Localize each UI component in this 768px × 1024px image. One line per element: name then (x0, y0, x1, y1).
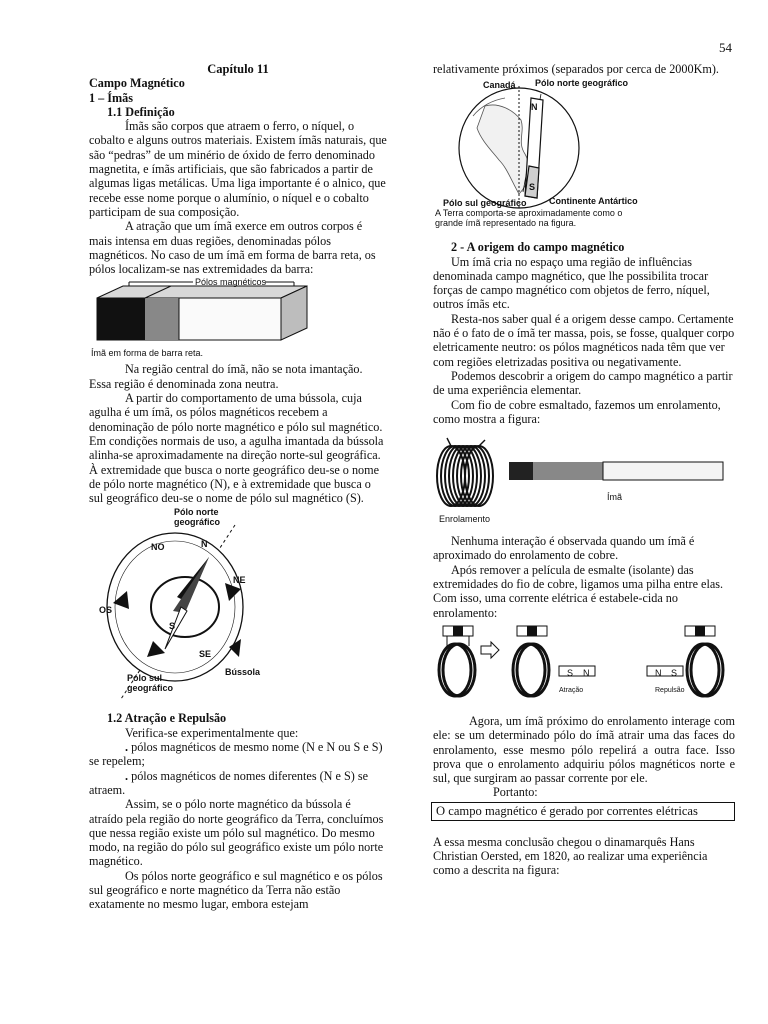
experiment-figure (433, 622, 735, 714)
magnet-n-label: N (531, 102, 538, 113)
bullet-item: . pólos magnéticos de nomes diferentes (N e S) se atraem. (89, 768, 369, 797)
compass-mark-ne: NE (233, 575, 246, 586)
paragraph: Portanto: (493, 785, 538, 800)
paragraph: Após remover a película de esmalte (isolante) das extremidades do fio de cobre, ligamos uma pilha entre elas. Com isso, uma corrente elétrica é estabele-cida no enrolamento: (433, 562, 724, 620)
coil-label: Enrolamento (439, 514, 491, 525)
paragraph: Um ímã cria no espaço uma região de influências denominada campo magnético, que lhe possibilita trocar forças de campo magnético com objetos de ferro, níquel, outros ímãs etc. (433, 254, 710, 312)
paragraph: A essa mesma conclusão chegou o dinamarquês Hans Christian Oersted, em 1820, ao realizar uma experiência como a descrita na figura: (433, 834, 708, 878)
exp-n-label-1: N (583, 667, 590, 678)
compass-mark-no: NO (151, 542, 165, 553)
section-title: Campo Magnético (89, 76, 185, 91)
north-geo-label: Pólo norte geográfico (174, 507, 221, 528)
north-geo-label: Pólo norte geográfico (535, 78, 629, 89)
experiment-drawing (433, 622, 735, 702)
bullet-item: . pólos magnéticos de mesmo nome (N e N ou S e S) se repelem; (89, 740, 383, 769)
page-number: 54 (719, 40, 732, 55)
coil-figure (433, 434, 735, 534)
earth-caption: A Terra comporta-se aproximadamente como o grande ímã representado na figura. (435, 208, 623, 229)
paragraph: Resta-nos saber qual é a origem desse campo. Certamente não é o fato de o ímã ter massa, pois, se fosse, qualquer corpo eletricamente neutro: os pólos magnéticos nada têm que ver com regiões eletrizadas positiva ou negativamente. (433, 311, 735, 369)
exp-s-label-1: S (567, 667, 574, 678)
conclusion-box: O campo magnético é gerado por correntes elétricas (431, 802, 735, 821)
paragraph: Na região central do ímã, não se nota imantação. Essa região é denominada zona neutra. (89, 362, 363, 391)
right-column (433, 62, 735, 878)
paragraph: A atração que um ímã exerce em outros corpos é mais intensa em duas regiões, denominadas pólos magnéticos. No caso de um ímã em forma de barra reta, os pólos localizam-se nas extremidades da barra: (89, 219, 376, 277)
exp-n-label-2: N (655, 667, 662, 678)
heading-definicao: 1.1 Definição (107, 104, 175, 119)
coil-drawing (433, 434, 735, 524)
magnet-label: Ímã (607, 492, 623, 503)
paragraph: Ímãs são corpos que atraem o ferro, o níquel, o cobalto e alguns outros materiais. Existem ímãs naturais, que são “pedras” de um minério de óxido de ferro denominado magnetita, e ímãs artificiais, que são fabricados a partir de algumas ligas metálicas. Uma liga importante é o alnico, que recebe esse nome porque o alumínio, o níquel e o cobalto participam de sua composição. (89, 119, 387, 219)
earth-figure (433, 76, 735, 236)
paragraph: Os pólos norte geográfico e sul magnético e os pólos sul geográfico e norte magnético da Terra não estão exatamente no mesmo lugar, embora estejam (89, 868, 383, 912)
magnet-s-label: S (529, 182, 536, 193)
compass-mark-s: S (169, 621, 176, 632)
heading-atracao: 1.2 Atração e Repulsão (107, 711, 227, 726)
heading-origem: 2 - A origem do campo magnético (451, 240, 625, 255)
left-column (89, 62, 387, 912)
compass-mark-os: OS (99, 605, 113, 616)
heading-imas: 1 – Ímãs (89, 90, 134, 105)
compass-mark-se: SE (199, 649, 212, 660)
compass-mark-n: N (201, 539, 208, 550)
paragraph: relativamente próximos (separados por cerca de 2000Km). (433, 62, 719, 76)
attraction-label: Atração (559, 686, 584, 694)
chapter-title: Capítulo 11 (207, 62, 269, 76)
paragraph: Assim, se o pólo norte magnético da bússola é atraído pela região do norte geográfico da Terra, concluímos que nessa região existe um pólo sul magnético. Do mesmo modo, na região do pólo sul geográfico existe um pólo norte magnético. (89, 797, 384, 869)
paragraph: Verifica-se experimentalmente que: (125, 725, 299, 740)
antarctic-label: Continente Antártico (549, 196, 638, 207)
paragraph: Com fio de cobre esmaltado, fazemos um enrolamento, como mostra a figura: (433, 397, 721, 426)
bar-magnet-figure (89, 276, 387, 358)
poles-label: Pólos magnéticos (195, 277, 267, 288)
south-geo-label: Pólo sul geográfico (127, 673, 174, 694)
paragraph: Nenhuma interação é observada quando um ímã é aproximado do enrolamento de cobre. (433, 534, 695, 563)
bar-caption: Ímã em forma de barra reta. (91, 348, 204, 359)
paragraph: Podemos descobrir a origem do campo magnético a partir de uma experiência elementar. (433, 368, 733, 398)
repulsion-label: Repulsão (655, 686, 685, 694)
compass-label: Bússola (225, 667, 261, 678)
south-geo-label: Pólo sul geográfico (443, 198, 527, 209)
paragraph: Agora, um ímã próximo do enrolamento interage com ele: se um determinado pólo do ímã atrair uma das faces do enrolamento, esse mesmo pólo repelirá a outra face. Isso prova que o enrolamento adquiriu pólos magnéticos norte e sul, que surgiram ao passar corrente por ele. (433, 713, 735, 786)
paragraph: A partir do comportamento de uma bússola, cuja agulha é um ímã, os pólos magnéticos recebem a denominação de pólo norte magnético e pólo sul magnético. Em condições normais de uso, a agulha imantada da bússola alinha-se aproximadamente na direção norte-sul geográfica. À extremidade que busca o norte geográfico deu-se o nome de pólo norte magnético (N), e à extremidade que busca o sul geográfico deu-se o nome de pólo sul magnético (S). (89, 391, 384, 506)
canada-label: Canadá (483, 80, 516, 91)
exp-s-label-2: S (671, 667, 678, 678)
compass-figure (89, 507, 387, 705)
